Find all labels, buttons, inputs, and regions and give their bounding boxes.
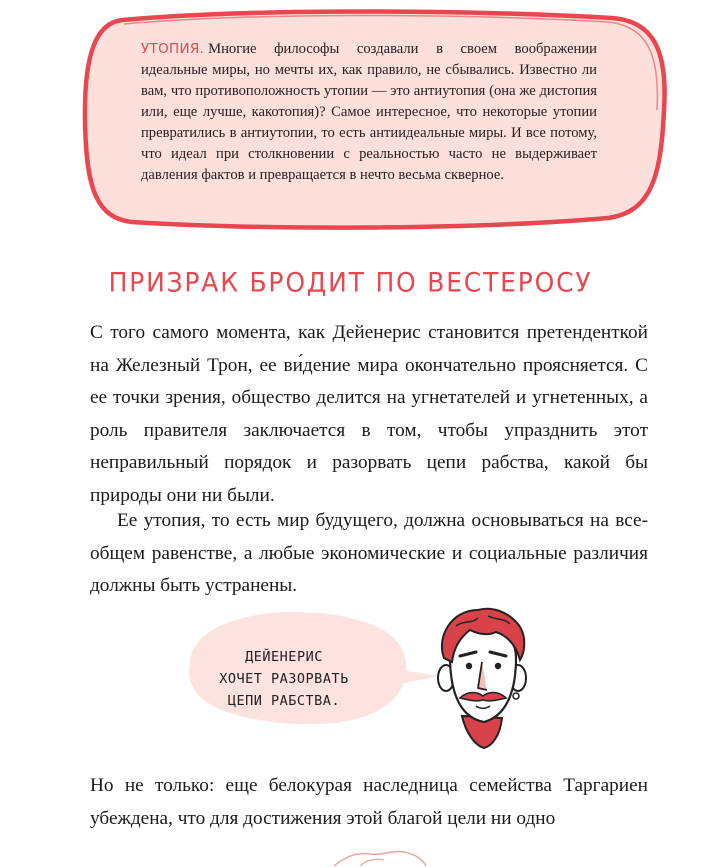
paragraph-3: Но не только: еще белокурая наследница семейства Таргариен убеждена, что для достижения этой благой цели ни одно [90, 775, 648, 829]
sidebar-box-term: УТОПИЯ. [141, 41, 205, 57]
section-heading: ПРИЗРАК БРОДИТ ПО ВЕСТЕРОСУ [108, 266, 593, 299]
paragraph-1: С того самого момента, как Дейенерис становится претенденткой на Железный Трон, ее ви́дение мира окончательно проясняется. С ее точки зрения, общество делится на угнетателей и угнетенных, а роль правителя заключается в том, чтобы упразднить этот неправильный порядок и разорвать цепи рабства, какой бы природы они ни были. [90, 322, 648, 506]
speech-line-1: ДЕЙЕНЕРИС [245, 649, 323, 665]
sidebar-box-text: Многие философы создавали в своем воображении идеальные миры, но мечты их, как правило, не сбывались. Известно ли вам, что противоположность утопии — это антиутопия (она же дистопия или, еще лучше, какотопия)? Самое интересное, что некоторые утопии превратились в антиутопии, то есть антиидеальные миры. И все потому, что идеал при столкновении с реальностью часто не выдерживает давления фактов и превращается в нечто весьма скверное. [141, 41, 597, 183]
speech-line-3: ЦЕПИ РАБСТВА. [227, 693, 341, 709]
character-portrait-illustration [432, 606, 532, 751]
sidebar-box [141, 39, 597, 186]
paragraph-2: Ее утопия, то есть мир будущего, должна основываться на всеобщем равенстве, а любые экономические и социальные различия должны быть устранены. [90, 510, 648, 596]
ribbon-decoration-illustration [330, 846, 430, 867]
speech-bubble [198, 646, 370, 712]
speech-line-2: ХОЧЕТ РАЗОРВАТЬ [219, 671, 349, 687]
